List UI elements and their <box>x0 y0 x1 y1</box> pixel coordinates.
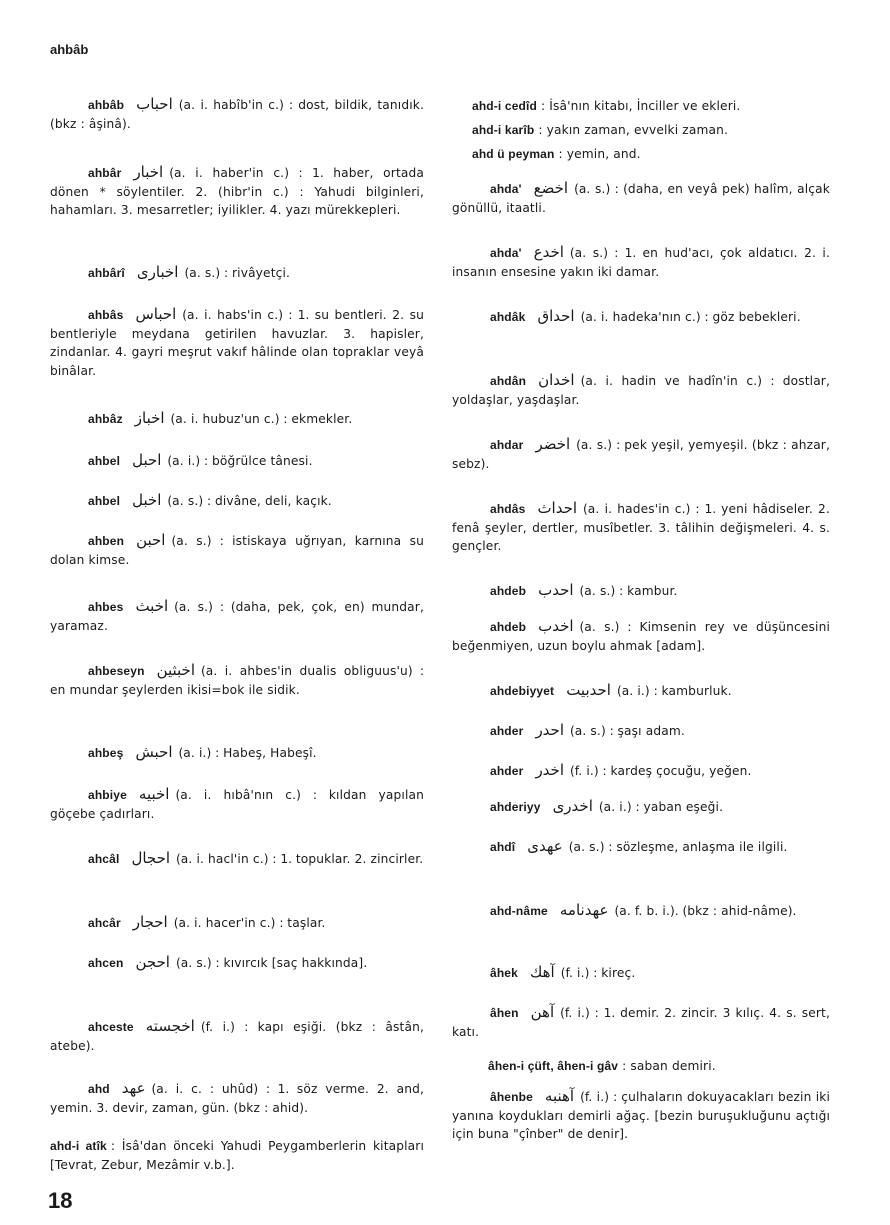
arabic-spelling: احبن <box>136 531 166 549</box>
headword: ahdebiyyet <box>490 684 555 698</box>
headword: ahbiye <box>88 788 127 802</box>
dictionary-entry <box>452 963 830 983</box>
dictionary-entry <box>452 901 830 921</box>
definition: (a. f. b. i.). (bkz : ahid-nâme). <box>614 904 797 918</box>
definition: (a. s.) : divâne, deli, kaçık. <box>167 494 332 508</box>
arabic-spelling: احداق <box>537 307 575 325</box>
arabic-spelling: احجن <box>135 953 170 971</box>
arabic-spelling: اخدع <box>533 243 564 261</box>
running-head: ahbâb <box>50 42 89 57</box>
headword: ahbâb <box>88 98 125 112</box>
definition: (a. i. hubuz'un c.) : ekmekler. <box>170 412 353 426</box>
definition: : İsâ'nın kitabı, İnciller ve ekleri. <box>541 99 741 113</box>
arabic-spelling: آهنبه <box>544 1087 575 1105</box>
headword: ahderiyy <box>490 800 541 814</box>
headword: ahbes <box>88 600 124 614</box>
dictionary-entry <box>50 491 424 511</box>
headword: ahd ü peyman <box>472 147 555 161</box>
arabic-spelling: اخدری <box>552 797 593 815</box>
definition: (a. i. hades'in c.) : 1. yeni hâdiseler. 2. fenâ şeyler, dertler, musîbetler. 3. tâlihin değişmeleri. 4. s. gençler. <box>452 502 830 553</box>
arabic-spelling: اخبث <box>135 597 169 615</box>
dictionary-entry <box>50 1017 424 1055</box>
dictionary-entry <box>50 163 424 220</box>
headword: ahda' <box>490 182 522 196</box>
arabic-spelling: احدبیت <box>566 681 611 699</box>
arabic-spelling: احبل <box>132 451 162 469</box>
definition: (f. i.) : 1. demir. 2. zincir. 3 kılıç. 4. s. sert, katı. <box>452 1006 830 1039</box>
arabic-spelling: احدب <box>538 581 574 599</box>
definition: (a. s.) : kıvırcık [saç hakkında]. <box>175 956 368 970</box>
dictionary-entry <box>50 743 424 763</box>
arabic-spelling: اخبار <box>133 163 164 181</box>
definition: (a. i. ahbes'in dualis obliguus'u) : en mundar şeylerden ikisi=bok ile sidik. <box>50 664 424 697</box>
dictionary-entry <box>452 435 830 473</box>
definition: (a. s.) : sözleşme, anlaşma ile ilgili. <box>568 840 788 854</box>
headword: ahbeseyn <box>88 664 145 678</box>
arabic-spelling: اخضر <box>535 435 571 453</box>
arabic-spelling: احجال <box>131 849 171 867</box>
definition: (a. s.) : istiskaya uğrıyan, karnına su dolan kimse. <box>50 534 424 567</box>
headword: ahdâs <box>490 502 526 516</box>
dictionary-entry <box>452 581 830 601</box>
dictionary-entry <box>50 451 424 471</box>
dictionary-entry <box>452 1087 830 1144</box>
dictionary-entry <box>452 761 830 781</box>
headword: ahbel <box>88 494 121 508</box>
arabic-spelling: احبش <box>135 743 173 761</box>
dictionary-entry <box>50 849 424 869</box>
definition: (a. i. hacer'in c.) : taşlar. <box>173 916 326 930</box>
headword: ahbârî <box>88 266 125 280</box>
headword: ahdî <box>490 840 516 854</box>
arabic-spelling: اخدب <box>538 617 574 635</box>
dictionary-entry <box>452 681 830 701</box>
headword: ahcâl <box>88 852 120 866</box>
definition: : yakın zaman, evvelki zaman. <box>538 123 729 137</box>
dictionary-entry <box>452 371 830 409</box>
sub-entry <box>452 1057 830 1076</box>
definition: (f. i.) : kireç. <box>560 966 636 980</box>
dictionary-entry <box>452 307 830 327</box>
definition: (a. s.) : 1. en hud'acı, çok aldatıcı. 2. i. insanın ensesine yakın iki damar. <box>452 246 830 279</box>
arabic-spelling: احدر <box>535 721 564 739</box>
headword: âhen-i çüft, âhen-i gâv <box>488 1059 619 1073</box>
definition: (a. i. c. : uhûd) : 1. söz verme. 2. and, yemin. 3. devir, zaman, gün. (bkz : ahid). <box>50 1082 424 1115</box>
headword: ahdeb <box>490 620 527 634</box>
headword: ahda' <box>490 246 522 260</box>
definition: (a. i. haber'in c.) : 1. haber, ortada dönen * söylentiler. 2. (hibr'in c.) : Yahudi bilginleri, hahamları. 3. mesarretler; iyilikler. 4. yazı mürekkepleri. <box>50 166 424 217</box>
headword: ahdâk <box>490 310 526 324</box>
definition: (a. i. habs'in c.) : 1. su bentleri. 2. su bentleriyle meydana getirilen havuzlar. 3. hapisler, zindanlar. 4. gayri meşrut vakıf hâlinde olan topraklar veyâ binâlar. <box>50 308 424 378</box>
arabic-spelling: احباس <box>135 305 177 323</box>
definition: (a. s.) : şaşı adam. <box>570 724 685 738</box>
headword: ahbeş <box>88 746 124 760</box>
headword: ahdeb <box>490 584 527 598</box>
headword: ahbâs <box>88 308 124 322</box>
definition: (a. s.) : Kimsenin rey ve düşüncesini beğenmiyen, uzun boylu ahmak [adam]. <box>452 620 830 653</box>
headword: ahder <box>490 764 524 778</box>
dictionary-entry <box>452 797 830 817</box>
dictionary-entry <box>452 617 830 655</box>
arabic-spelling: آهك <box>529 963 555 981</box>
dictionary-entry <box>452 499 830 556</box>
arabic-spelling: اخدر <box>535 761 564 779</box>
dictionary-entry <box>50 305 424 380</box>
headword: ahceste <box>88 1020 134 1034</box>
definition: (a. i. hadeka'nın c.) : göz bebekleri. <box>580 310 801 324</box>
arabic-spelling: اخبثین <box>156 661 195 679</box>
headword: ahdân <box>490 374 527 388</box>
dictionary-entry <box>50 913 424 933</box>
dictionary-entry <box>50 531 424 569</box>
headword: ahbâz <box>88 412 123 426</box>
definition: : yemin, and. <box>558 147 641 161</box>
definition: : İsâ'dan önceki Yahudi Peygamberlerin kitapları [Tevrat, Zebur, Mezâmir v.b.]. <box>50 1139 424 1172</box>
arabic-spelling: عهدی <box>527 837 563 855</box>
dictionary-entry <box>50 597 424 635</box>
dictionary-entry <box>50 263 424 283</box>
arabic-spelling: اخجسته <box>145 1017 195 1035</box>
arabic-spelling: احداث <box>537 499 578 517</box>
definition: (f. i.) : kapı eşiği. (bkz : âstân, atebe). <box>50 1020 424 1053</box>
headword: ahbel <box>88 454 121 468</box>
headword: ahcen <box>88 956 124 970</box>
dictionary-entry <box>452 837 830 857</box>
definition: (f. i.) : kardeş çocuğu, yeğen. <box>570 764 752 778</box>
definition: (a. i.) : kamburluk. <box>616 684 732 698</box>
arabic-spelling: اخضع <box>533 179 569 197</box>
definition: (a. i. habîb'in c.) : dost, bildik, tanıdık. (bkz : âşinâ). <box>50 98 424 131</box>
page-number: 18 <box>48 1188 73 1213</box>
sub-entry <box>50 1137 424 1174</box>
dictionary-entry <box>452 1003 830 1041</box>
headword: ahd-nâme <box>490 904 548 918</box>
headword: ahd <box>88 1082 110 1096</box>
dictionary-entry <box>50 95 424 133</box>
headword: ahd-i cedîd <box>472 99 537 113</box>
dictionary-entry <box>50 953 424 973</box>
arabic-spelling: اخدان <box>538 371 575 389</box>
dictionary-entry <box>452 179 830 217</box>
headword: ahben <box>88 534 125 548</box>
arabic-spelling: اخباز <box>134 409 165 427</box>
arabic-spelling: عهد <box>121 1079 146 1097</box>
definition: (a. i. hıbâ'nın c.) : kıldan yapılan göçebe çadırları. <box>50 788 424 821</box>
sub-entry <box>452 97 830 116</box>
dictionary-entry <box>452 243 830 281</box>
definition: (a. i.) : yaban eşeği. <box>598 800 724 814</box>
arabic-spelling: اخباری <box>136 263 179 281</box>
definition: (a. s.) : (daha, en veyâ pek) halîm, alçak gönüllü, itaatli. <box>452 182 830 215</box>
definition: (a. s.) : pek yeşil, yemyeşil. (bkz : ahzar, sebz). <box>452 438 830 471</box>
headword: âhek <box>490 966 518 980</box>
dictionary-entry <box>50 785 424 823</box>
dictionary-entry <box>452 721 830 741</box>
definition: (a. s.) : (daha, pek, çok, en) mundar, yaramaz. <box>50 600 424 633</box>
arabic-spelling: اخبل <box>132 491 162 509</box>
headword: ahd-i atîk <box>50 1139 107 1153</box>
definition: (a. s.) : kambur. <box>579 584 678 598</box>
headword: ahbâr <box>88 166 122 180</box>
definition: (a. s.) : rivâyetçi. <box>184 266 291 280</box>
definition: (a. i.) : Habeş, Habeşî. <box>178 746 317 760</box>
definition: : saban demiri. <box>622 1059 716 1073</box>
definition: (f. i.) : çulhaların dokuyacakları bezin iki yanına koydukları demirli ağaç. [bezin buruşukluğunu açtığı için buna "çînber" de denir]. <box>452 1090 830 1141</box>
headword: ahdar <box>490 438 524 452</box>
arabic-spelling: احباب <box>136 95 173 113</box>
headword: ahcâr <box>88 916 121 930</box>
dictionary-entry <box>50 1079 424 1117</box>
definition: (a. i. hacl'in c.) : 1. topuklar. 2. zincirler. <box>176 852 424 866</box>
sub-entry <box>452 145 830 164</box>
arabic-spelling: اخبیه <box>138 785 170 803</box>
definition: (a. i. hadin ve hadîn'in c.) : dostlar, yoldaşlar, yaşdaşlar. <box>452 374 830 407</box>
headword: ahd-i karîb <box>472 123 535 137</box>
headword: ahder <box>490 724 524 738</box>
arabic-spelling: عهدنامه <box>559 901 609 919</box>
dictionary-entry <box>50 661 424 699</box>
arabic-spelling: احجار <box>132 913 168 931</box>
definition: (a. i.) : böğrülce tânesi. <box>167 454 313 468</box>
arabic-spelling: آهن <box>530 1003 555 1021</box>
headword: âhen <box>490 1006 519 1020</box>
headword: âhenbe <box>490 1090 533 1104</box>
sub-entry <box>452 121 830 140</box>
dictionary-entry <box>50 409 424 429</box>
